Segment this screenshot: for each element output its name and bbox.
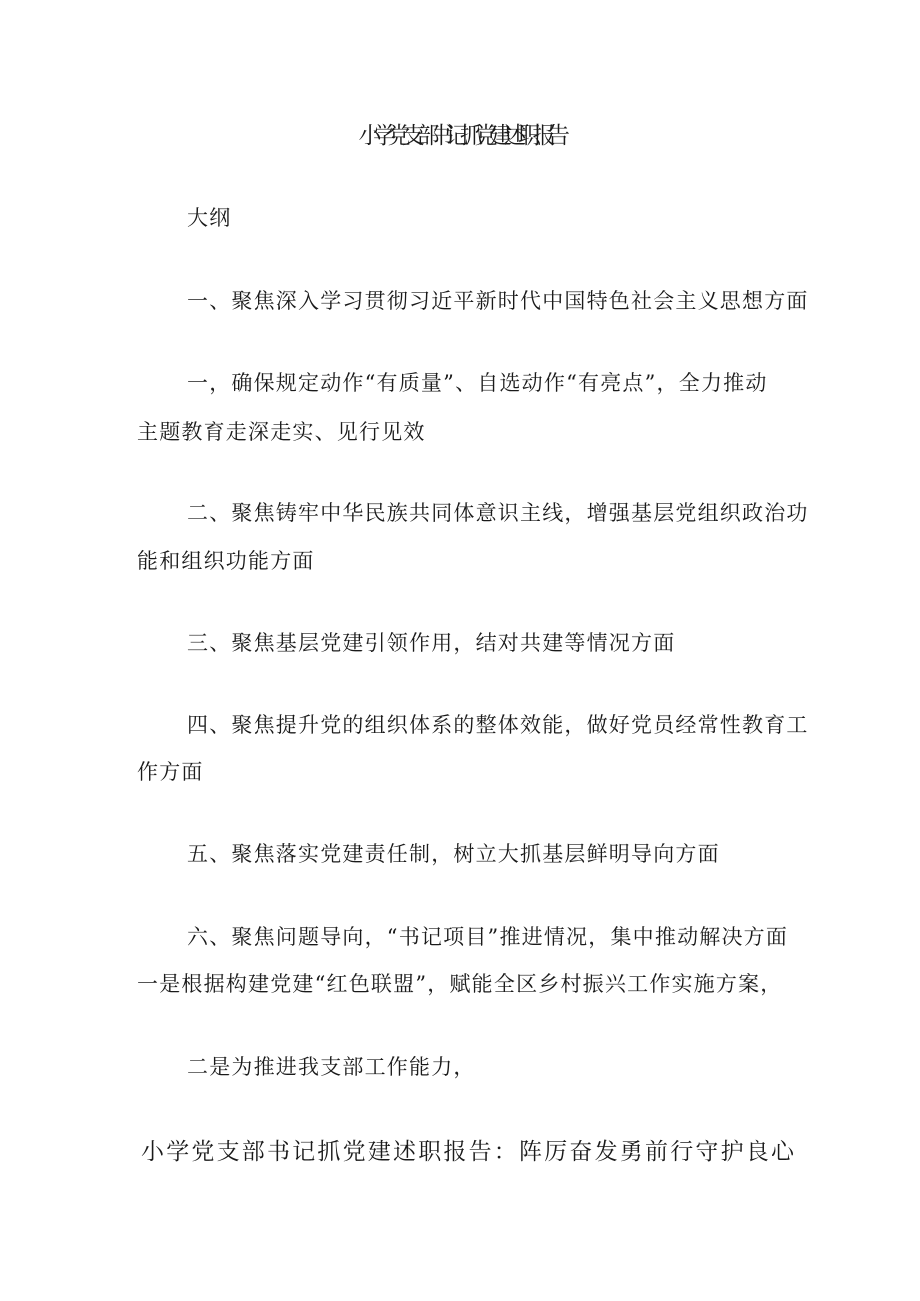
document-subtitle: 小学党支部书记抓党建述职报告：阵厉奋发勇前行守护良心 <box>141 1139 797 1165</box>
outline-item-8: 二是为推进我支部工作能力， <box>187 1055 476 1079</box>
outline-item-3-line-2: 能和组织功能方面 <box>137 549 315 573</box>
outline-item-5-line-1: 四、聚焦提升党的组织体系的整体效能，做好党员经常性教育工 <box>187 713 809 737</box>
outline-item-1: 一、聚焦深入学习贯彻习近平新时代中国特色社会主义思想方面 <box>187 289 809 313</box>
outline-item-3-line-1: 二、聚焦铸牢中华民族共同体意识主线，增强基层党组织政治功 <box>187 501 809 525</box>
outline-item-2-line-2: 主题教育走深走实、见行见效 <box>137 420 426 444</box>
outline-item-7-line-1: 六、聚焦问题导向，“书记项目”推进情况，集中推动解决方面 <box>187 925 789 949</box>
outline-label: 大纲 <box>187 206 232 230</box>
outline-item-2-line-1: 一，确保规定动作“有质量”、自选动作“有亮点”，全力推动 <box>187 371 768 395</box>
outline-item-4: 三、聚焦基层党建引领作用，结对共建等情况方面 <box>187 631 676 655</box>
outline-item-5-line-2: 作方面 <box>137 760 204 784</box>
document-title: 小学党支部书记抓党建述职报告 <box>358 123 562 149</box>
outline-item-6: 五、聚焦落实党建责任制，树立大抓基层鲜明导向方面 <box>187 842 720 866</box>
outline-item-7-line-2: 一是根据构建党建“红色联盟”，赋能全区乡村振兴工作实施方案， <box>137 972 783 996</box>
